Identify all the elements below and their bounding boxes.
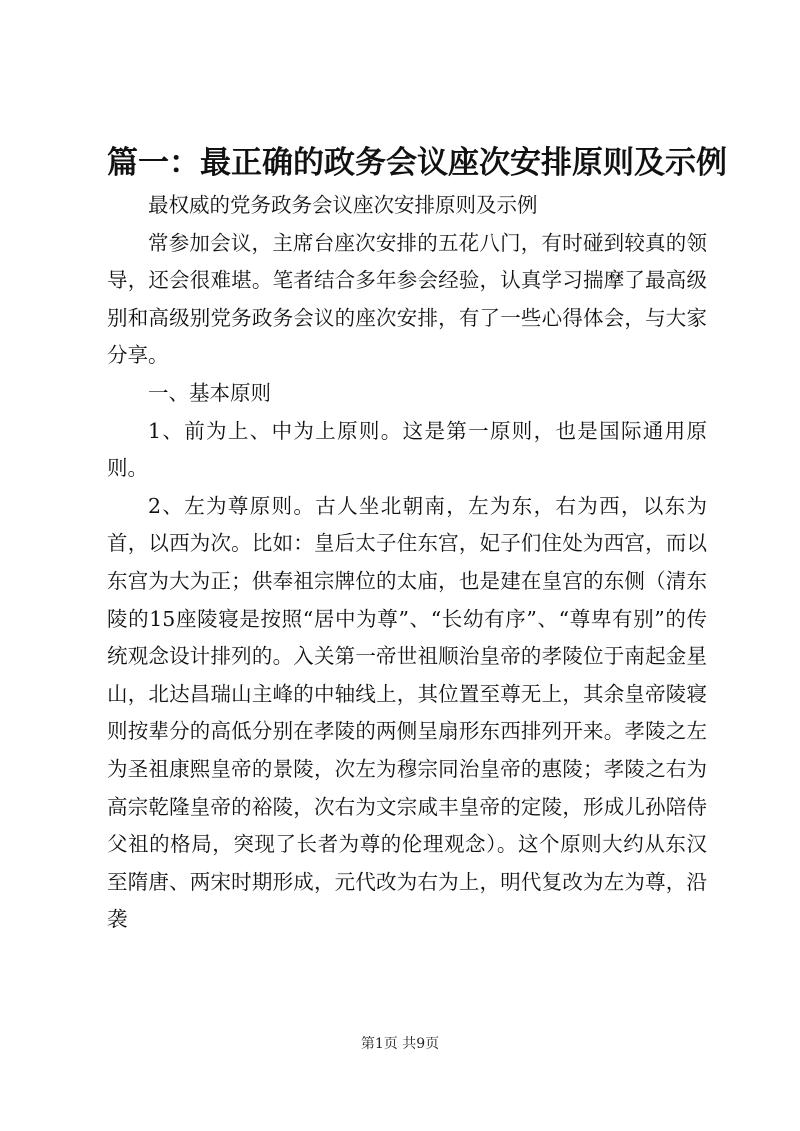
- section-heading: 一、基本原则: [148, 380, 271, 405]
- document-body: [107, 187, 707, 939]
- document-title: 篇一：最正确的政务会议座次安排原则及示例: [107, 145, 727, 181]
- principle-one-paragraph: 1、前为上、中为上原则。这是第一原则，也是国际通用原则。: [107, 418, 707, 481]
- intro-paragraph: 常参加会议，主席台座次安排的五花八门，有时碰到较真的领导，还会很难堪。笔者结合多年参会经验，认真学习揣摩了最高级别和高级别党务政务会议的座次安排，有了一些心得体会，与大家分享。: [107, 230, 707, 368]
- principle-two-paragraph: 2、左为尊原则。古人坐北朝南，左为东，右为西，以东为首，以西为次。比如：皇后太子住东宫，妃子们住处为西宫，而以东宫为大为正；供奉祖宗牌位的太庙，也是建在皇宫的东侧（清东陵的15座陵寝是按照“居中为尊”、“长幼有序”、“尊卑有别”的传统观念设计排列的。入关第一帝世祖顺治皇帝的孝陵位于南起金星山，北达昌瑞山主峰的中轴线上，其位置至尊无上，其余皇帝陵寝则按辈分的高低分别在孝陵的两侧呈扇形东西排列开来。孝陵之左为圣祖康熙皇帝的景陵，次左为穆宗同治皇帝的惠陵；孝陵之右为高宗乾隆皇帝的裕陵，次右为文宗咸丰皇帝的定陵，形成儿孙陪侍父祖的格局，突现了长者为尊的伦理观念）。这个原则大约从东汉至隋唐、两宋时期形成，元代改为右为上，明代复改为左为尊，沿袭: [107, 493, 707, 932]
- subtitle-paragraph: 最权威的党务政务会议座次安排原则及示例: [148, 193, 538, 217]
- page-footer: 第1页 共9页: [360, 1036, 440, 1052]
